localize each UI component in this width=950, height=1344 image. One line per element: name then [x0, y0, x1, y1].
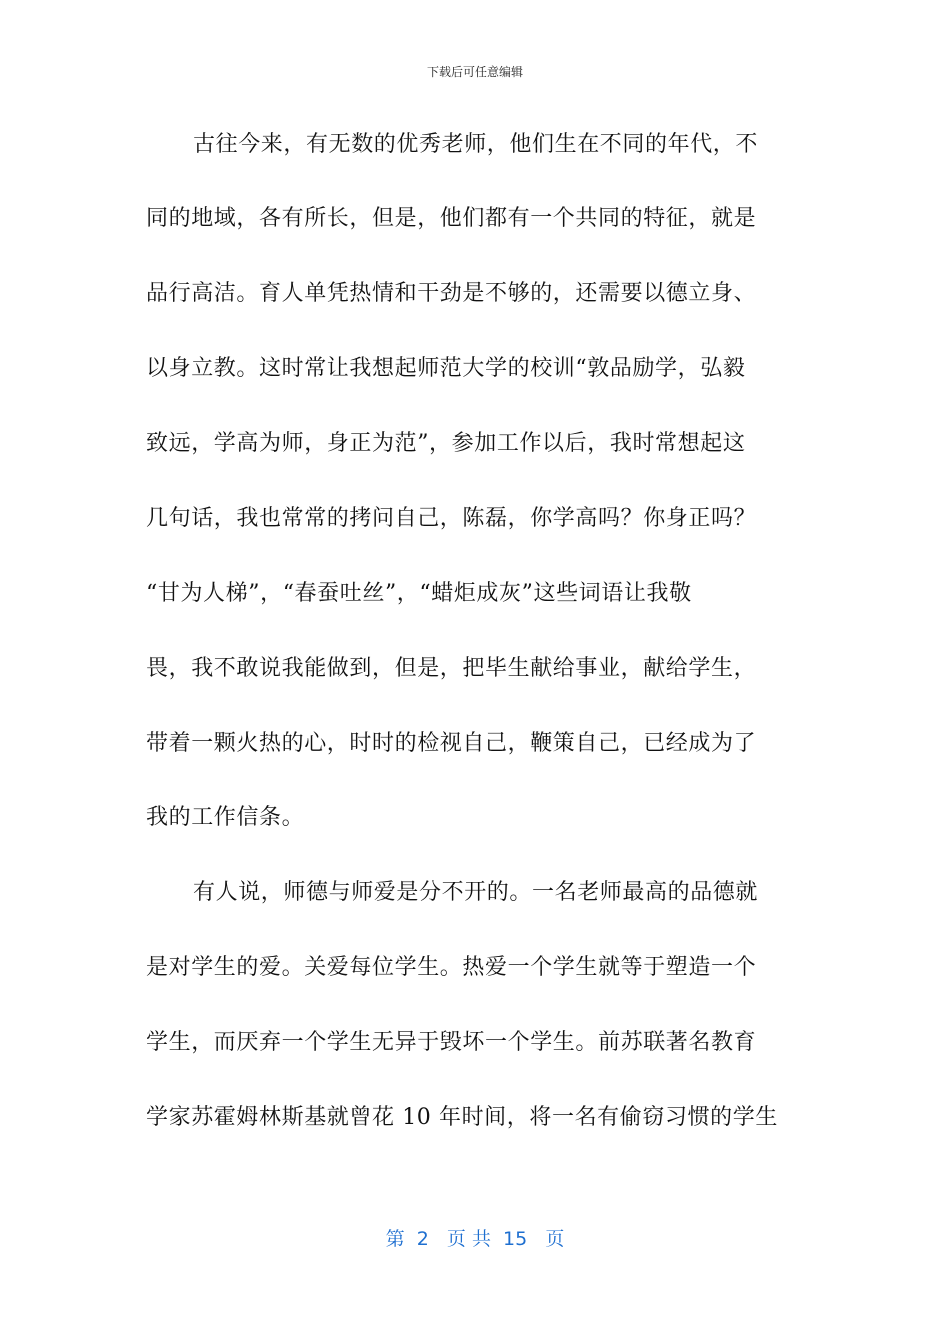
text-line: 品行高洁。育人单凭热情和干劲是不够的，还需要以德立身、 [146, 281, 757, 306]
text-line: 畏，我不敢说我能做到，但是，把毕生献给事业，献给学生， [146, 656, 757, 681]
text-line: 学生，而厌弃一个学生无异于毁坏一个学生。前苏联著名教育 [146, 1030, 757, 1055]
text-line: 致远，学高为师，身正为范”，参加工作以后，我时常想起这 [146, 431, 746, 456]
text-line: “甘为人梯”，“春蚕吐丝”，“蜡炬成灰”这些词语让我敬 [146, 581, 692, 606]
text-line: 古往今来，有无数的优秀老师，他们生在不同的年代，不 [193, 132, 759, 157]
text-line: 是对学生的爱。关爱每位学生。热爱一个学生就等于塑造一个 [146, 955, 757, 980]
page-number-footer: 第 2 页 共 15 页 [385, 1228, 565, 1250]
text-line: 我的工作信条。 [146, 805, 305, 830]
text-line: 带着一颗火热的心，时时的检视自己，鞭策自己，已经成为了 [146, 731, 757, 756]
text-line: 几句话，我也常常的拷问自己，陈磊，你学高吗？你身正吗？ [146, 506, 757, 531]
text-line: 有人说，师德与师爱是分不开的。一名老师最高的品德就 [193, 880, 759, 905]
page-header: 下载后可任意编辑 [426, 65, 523, 79]
text-line: 以身立教。这时常让我想起师范大学的校训“敦品励学，弘毅 [146, 356, 746, 381]
text-line: 学家苏霍姆林斯基就曾花 10 年时间，将一名有偷窃习惯的学生 [146, 1105, 778, 1130]
text-line: 同的地域，各有所长，但是，他们都有一个共同的特征，就是 [146, 206, 757, 231]
